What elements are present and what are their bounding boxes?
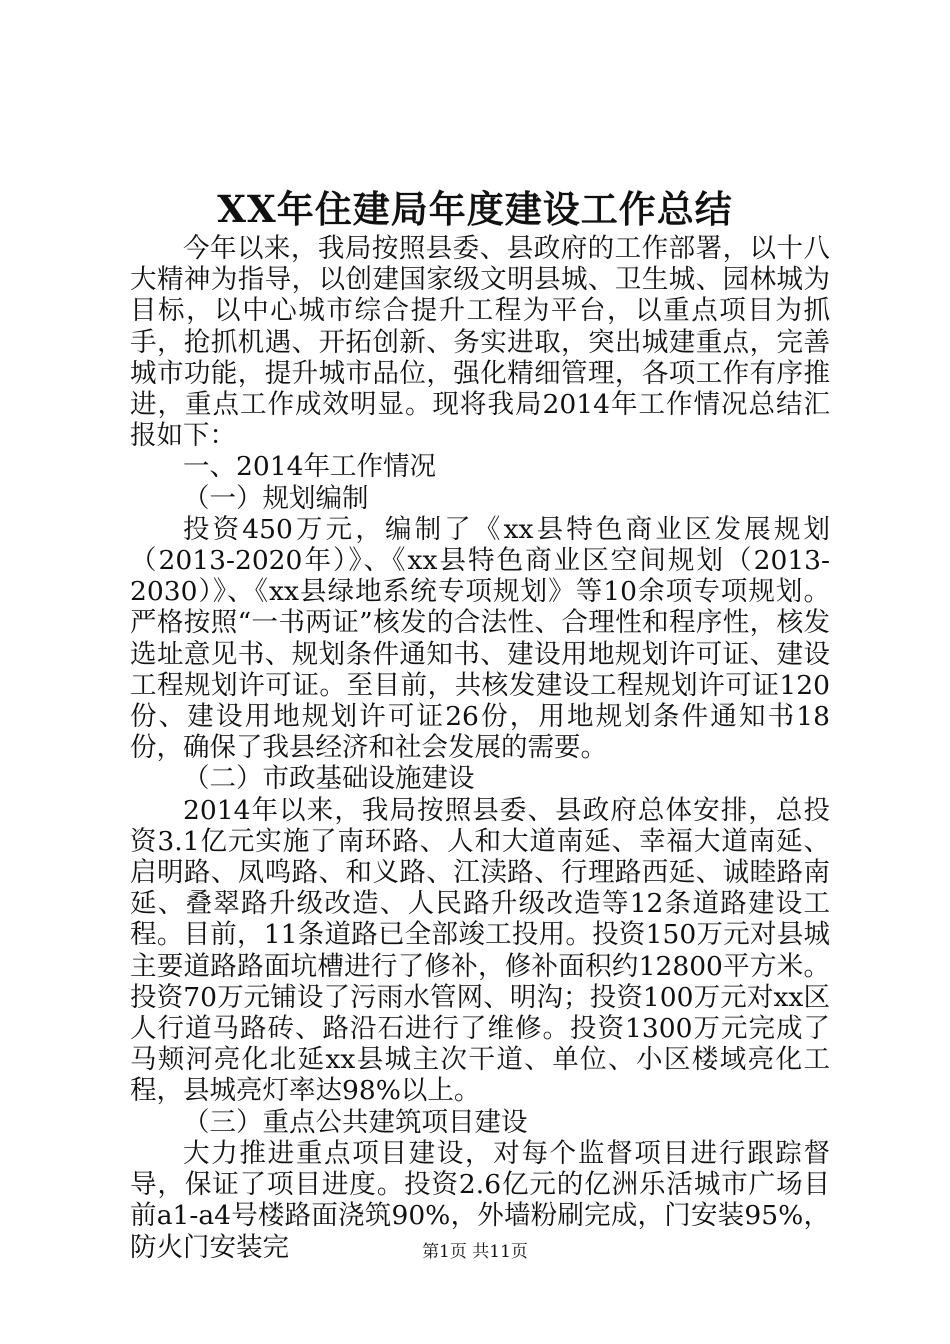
section-heading-work-status: 一、2014年工作情况 — [183, 451, 436, 483]
key-public-buildings-paragraph: 大力推进重点项目建设，对每个监督项目进行跟踪督导，保证了项目进度。投资2.6亿元的亿洲乐活城市广场目前a1-a4号楼路面浇筑90%，外墙粉刷完成，门安装95%，防火门安装完 — [130, 1137, 830, 1263]
municipal-infrastructure-paragraph: 2014年以来，我局按照县委、县政府总体安排，总投资3.1亿元实施了南环路、人和大道南延、幸福大道南延、启明路、凤鸣路、和义路、江渎路、行理路西延、诚睦路南延、叠翠路升级改造、人民路升级改造等12条道路建设工程。目前，11条道路已全部竣工投用。投资150万元对县城主要道路路面坑槽进行了修补，修补面积约12800平方米。投资70万元铺设了污雨水管网、明沟；投资100万元对xx区人行道马路砖、路沿石进行了维修。投资1300万元完成了马颊河亮化北延xx县城主次干道、单位、小区楼域亮化工程，县城亮灯率达98%以上。 — [130, 794, 830, 1107]
page-number-footer: 第1页 共11页 — [422, 1242, 528, 1262]
subsection-heading-planning: （一）规划编制 — [183, 482, 369, 514]
intro-paragraph: 今年以来，我局按照县委、县政府的工作部署，以十八大精神为指导，以创建国家级文明县城、卫生城、园林城为目标，以中心城市综合提升工程为平台，以重点项目为抓手，抢抓机遇、开拓创新、务实进取，突出城建重点，完善城市功能，提升城市品位，强化精细管理，各项工作有序推进，重点工作成效明显。现将我局2014年工作情况总结汇报如下： — [130, 233, 830, 452]
subsection-heading-municipal-infrastructure: （二）市政基础设施建设 — [183, 763, 475, 795]
planning-paragraph: 投资450万元，编制了《xx县特色商业区发展规划（2013-2020年）》、《xx县特色商业区空间规划（2013-2030）》、《xx县绿地系统专项规划》等10余项专项规划。严格按照“一书两证”核发的合法性、合理性和程序性，核发选址意见书、规划条件通知书、建设用地规划许可证、建设工程规划许可证。至目前，共核发建设工程规划许可证120份、建设用地规划许可证26份，用地规划条件通知书18份，确保了我县经济和社会发展的需要。 — [130, 513, 830, 764]
subsection-heading-key-public-buildings: （三）重点公共建筑项目建设 — [183, 1106, 528, 1138]
page-title: XX年住建局年度建设工作总结 — [217, 187, 733, 231]
document-body — [130, 233, 830, 1263]
